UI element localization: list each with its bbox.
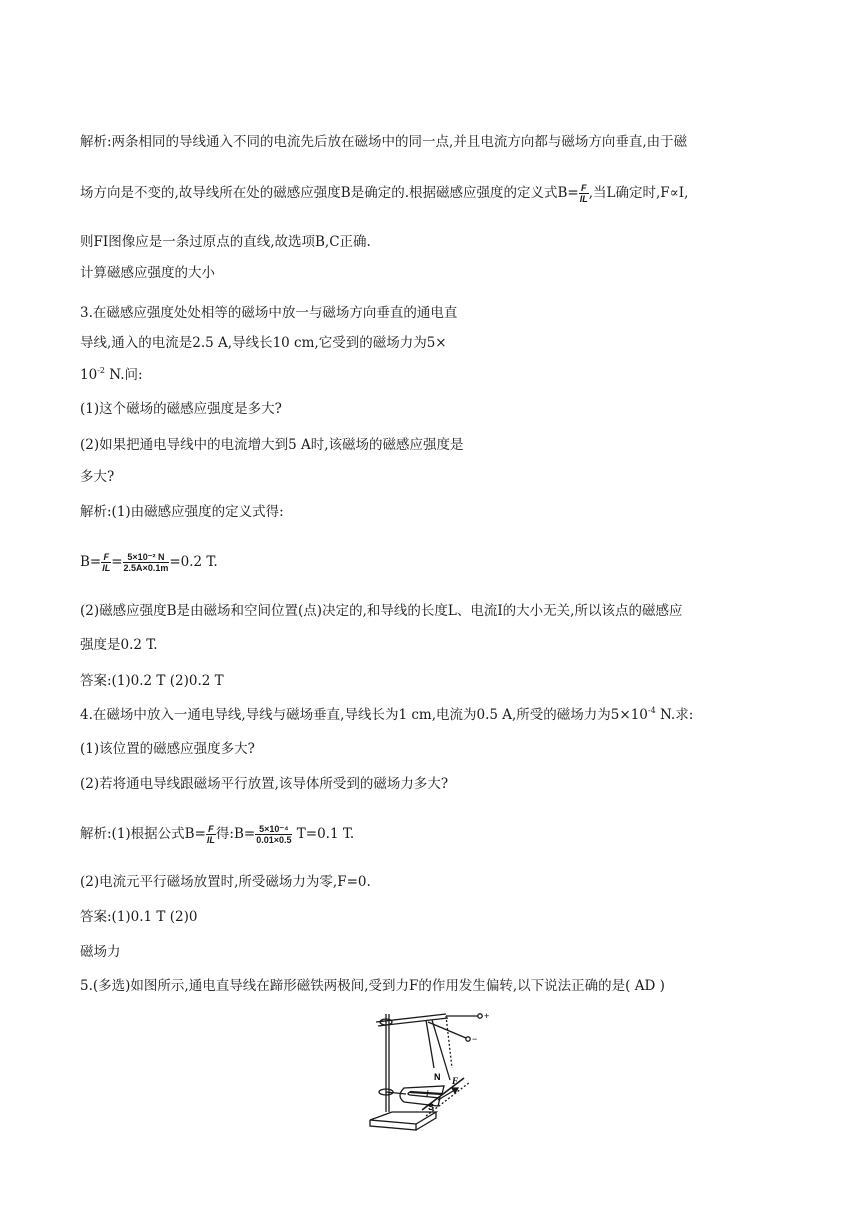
q3-answer: 答案:(1)0.2 T (2)0.2 T (80, 673, 224, 689)
horseshoe-magnet (400, 1086, 444, 1106)
terminal-minus: − (472, 1034, 478, 1044)
q2-analysis-line-2 (80, 183, 688, 204)
current-label: I (426, 1089, 429, 1098)
terminal-plus: + (484, 1011, 490, 1021)
q2-analysis-line-3: 则FI图像应是一条过原点的直线,故选项B,C正确. (80, 234, 371, 250)
q4-stem: 4.在磁场中放入一通电导线,导线与磁场垂直,导线长为1 cm,电流为0.5 A,所受的磁场力为$5\times 10^{-4}$ N.求: (80, 706, 694, 723)
force-label: F (452, 1076, 459, 1086)
q2-analysis-line-2-tail: ,当L确定时,F∝I, (588, 185, 689, 201)
q3-formula: B= $\frac{F}{IL}$ = $\frac{\text{5×10⁻² N}}{2.5A\times 0.1m}$ =0.2 T. (80, 552, 218, 573)
pole-label-s: S (428, 1102, 435, 1112)
q3-analysis-part-2b: 强度是0.2 T. (80, 637, 158, 653)
q4-fraction-values: $\frac{\text{5×10⁻⁴}}{0.01\times 0.5}$ (256, 824, 292, 845)
q3-stem-line-1: 3.在磁感应强度处处相等的磁场中放一与磁场方向垂直的通电直 (80, 305, 458, 321)
q2-analysis-line-1: 解析:两条相同的导线通入不同的电流先后放在磁场中的同一点,并且电流方向都与磁场方向垂直,由于磁 (80, 134, 688, 150)
section-heading-force: 磁场力 (80, 944, 121, 960)
q3-sub-question-1: (1)这个磁场的磁感应强度是多大? (80, 401, 282, 417)
q3-stem-line-2: 导线,通入的电流是2.5 A,导线长10 cm,它受到的磁场力为5× (80, 335, 447, 351)
q3-fraction-values: $\frac{\text{5×10⁻² N}}{2.5A\times 0.1m}$ (123, 552, 169, 573)
b-definition-fraction: $\frac{F}{IL}$ (579, 183, 588, 204)
q2-analysis-line-2-text: 场方向是不变的,故导线所在处的磁感应强度B是确定的.根据磁感应强度的定义式B= (80, 185, 579, 201)
q4-fraction-f-il: $\frac{F}{IL}$ (206, 824, 215, 845)
q4-sub-question-1: (1)该位置的磁感应强度多大? (80, 741, 255, 757)
q4-sub-question-2: (2)若将通电导线跟磁场平行放置,该导体所受到的磁场力多大? (80, 776, 449, 792)
q3-stem-line-3: $10^{-2}$ N.问: (80, 366, 143, 383)
q4-analysis-part-2: (2)电流元平行磁场放置时,所受磁场力为零,F=0. (80, 874, 371, 890)
magnet-apparatus-figure (366, 1008, 500, 1134)
force-arrow-icon (452, 1088, 458, 1093)
pole-label-n: N (434, 1072, 441, 1082)
q3-analysis-heading: 解析:(1)由磁感应强度的定义式得: (80, 504, 284, 520)
q4-answer: 答案:(1)0.1 T (2)0 (80, 909, 198, 925)
q3-sub-question-2a: (2)如果把通电导线中的电流增大到5 A时,该磁场的磁感应强度是 (80, 437, 464, 453)
section-heading-calc: 计算磁感应强度的大小 (80, 265, 215, 281)
q3-analysis-part-2a: (2)磁感应强度B是由磁场和空间位置(点)决定的,和导线的长度L、电流I的大小无关,所以该点的磁感应 (80, 603, 683, 619)
q5-stem: 5.(多选)如图所示,通电直导线在蹄形磁铁两极间,受到力F的作用发生偏转,以下说法正确的是( AD ) (80, 978, 665, 994)
q3-fraction-f-il: $\frac{F}{IL}$ (102, 552, 111, 573)
q4-analysis: 解析:(1)根据公式B= $\frac{F}{IL}$ 得:B= $\frac{\text{5×10⁻⁴}}{0.01\times 0.5}$ T=0.1 T. (80, 824, 355, 845)
q3-sub-question-2b: 多大? (80, 469, 115, 485)
stand-base (370, 1112, 436, 1124)
